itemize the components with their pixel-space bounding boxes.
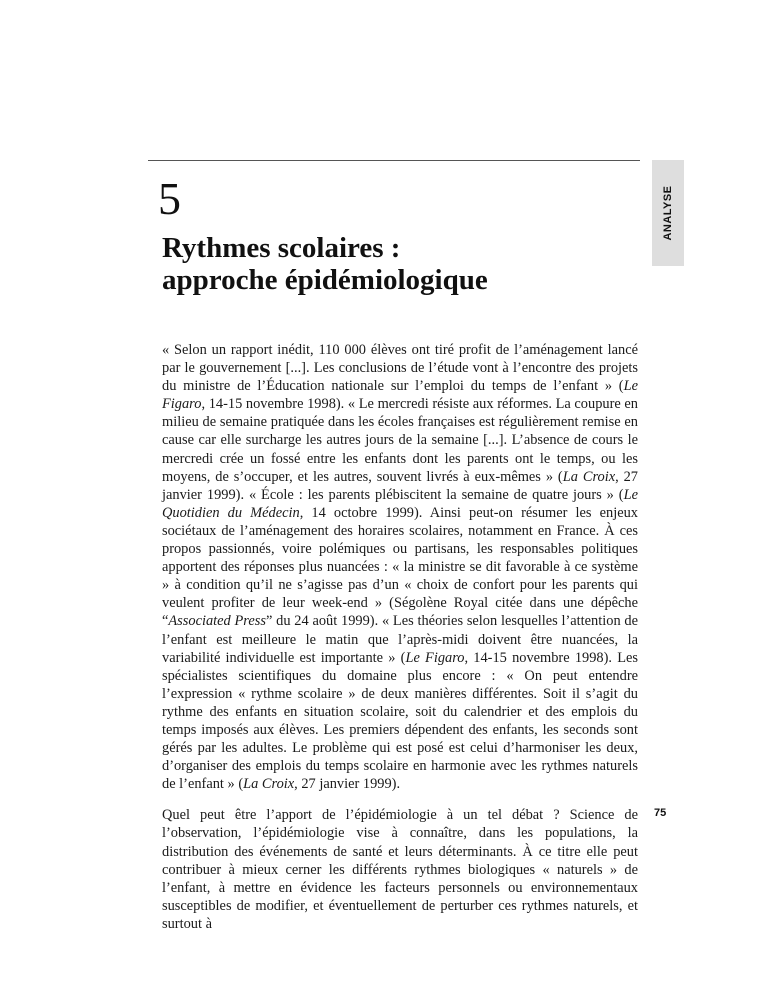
paragraph-text: , 27 janvier 1999).: [294, 776, 401, 793]
paragraph-text: , 14-15 novembre 1998). Les spécialistes scientifiques du domaine plus encore : « On peut entendre l’expression « rythme scolaire » de deux manières différentes. Soit il s’agit du rythme des enfants en situation scolaire, soit du calendrier et des emplois du temps imposés aux élèves. Les premiers dépendent des enfants, les seconds sont gérés par les adultes. Le problème qui est posé est celui d’harmoniser les deux, d’organiser des emplois du temps scolaire en harmonie avec les rythmes naturels de l’enfant » (: [162, 649, 638, 793]
citation-source: Associated Press: [168, 613, 266, 630]
paragraph-2: Quel peut être l’apport de l’épidémiologie à un tel débat ? Science de l’observation, l’épidémiologie vise à connaître, dans les populations, la distribution des événements de santé et leurs déterminants. À ce titre elle peut contribuer à mieux cerner les différents rythmes biologiques « naturels » de l’enfant, à mettre en évidence les facteurs personnels ou environnementaux susceptibles de modifier, et éventuellement de perturber ces rythmes naturels, et surtout à: [162, 807, 638, 932]
paragraph-text: ” du 24 août 1999). « Les théories selon lesquelles l’attention de l’enfant est meilleure le matin que l’après-midi doivent être nuancées, la variabilité individuelle est importante » (: [162, 613, 638, 666]
chapter-title-line-2: approche épidémiologique: [162, 264, 488, 296]
citation-source: Le Figaro: [162, 378, 638, 413]
paragraph-text: , 14-15 novembre 1998). « Le mercredi résiste aux réformes. La coupure en milieu de semaine pratiquée dans les écoles françaises est régulièrement remise en cause car elle surcharge les autres jours de la semaine [...]. L’absence de cours le mercredi crée un fossé entre les enfants dont les parents ont le temps, ou les moyens, de s’occuper, et les autres, souvent livrés à eux-mêmes » (: [162, 396, 638, 485]
chapter-number: 5: [158, 173, 181, 224]
paragraph-1: [162, 341, 638, 793]
citation-source: Le Quotidien du Médecin: [162, 486, 638, 521]
chapter-title: [162, 232, 642, 296]
section-tab-label: ANALYSE: [662, 185, 674, 241]
header-rule: [148, 160, 640, 161]
section-tab: [652, 160, 684, 266]
paragraph-text: , 27 janvier 1999). « École : les parents plébiscitent la semaine de quatre jours » (: [162, 468, 638, 503]
citation-source: La Croix: [562, 468, 616, 485]
page-number: 75: [654, 807, 667, 819]
paragraph-text: « Selon un rapport inédit, 110 000 élèves ont tiré profit de l’aménagement lancé par le gouvernement [...]. Les conclusions de l’étude vont à l’encontre des projets du ministre de l’Éducation nationale sur l’emploi du temps de l’enfant » (: [162, 342, 638, 395]
citation-source: Le Figaro: [405, 649, 465, 666]
paragraph-text: , 14 octobre 1999). Ainsi peut-on résumer les enjeux sociétaux de l’aménagement des horaires scolaires, notamment en France. À ces propos passionnés, voire polémiques ou partisans, les responsables politiques apportent des réponses plus nuancées : « la ministre se dit favorable à ce système » à condition qu’il ne s’agisse pas d’un « choix de confort pour les parents qui veulent profiter de leur week-end » (Ségolène Royal citée dans une dépêche “: [162, 504, 638, 630]
body-text: [162, 341, 638, 933]
chapter-title-line-1: Rythmes scolaires :: [162, 232, 401, 264]
citation-source: La Croix: [243, 776, 295, 793]
